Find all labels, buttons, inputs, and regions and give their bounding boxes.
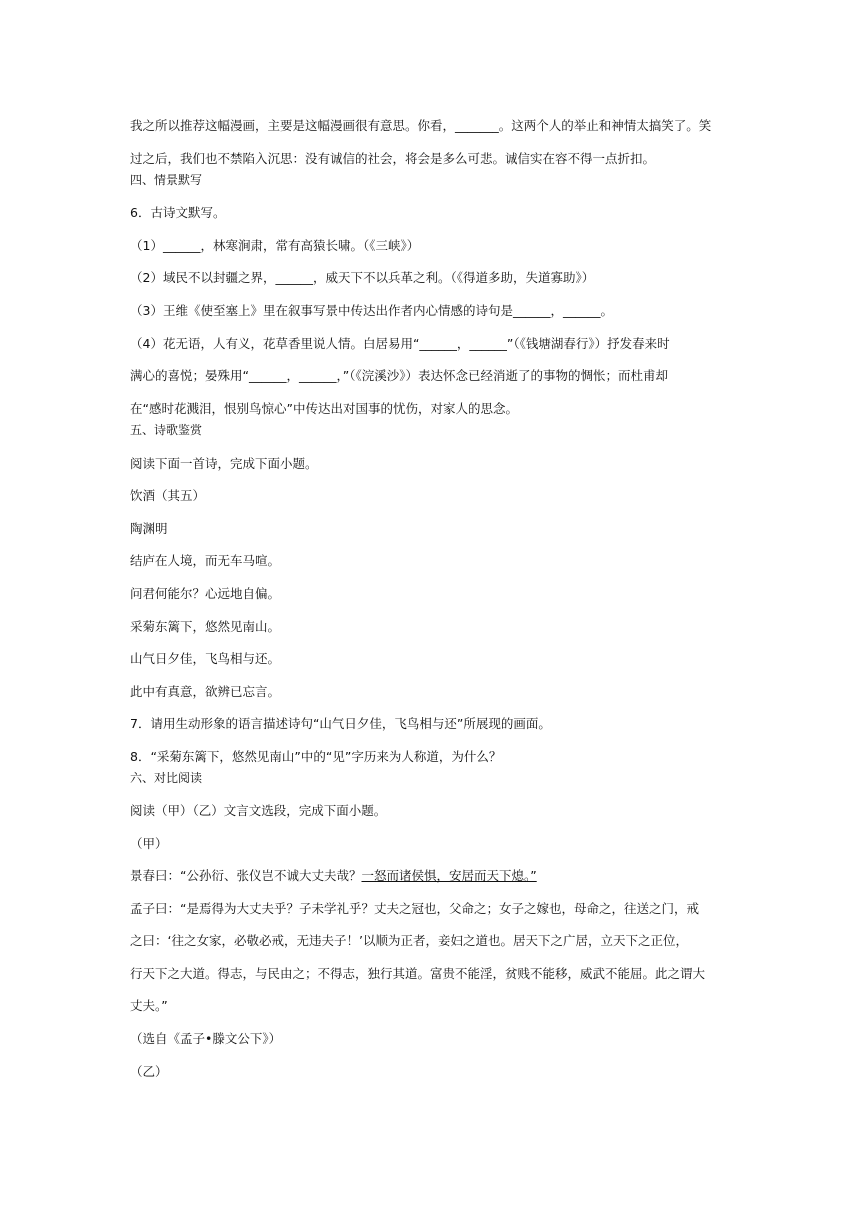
passage-source: （选自《孟子•滕文公下》）	[130, 1031, 282, 1046]
section-heading: 四、情景默写	[130, 173, 203, 187]
poem-line: 此中有真意，欲辨已忘言。	[130, 684, 281, 699]
section-heading: 六、对比阅读	[130, 771, 203, 785]
question-item: （2）域民不以封疆之界，______，威天下不以兵革之利。（《得道多助，失道寡助》）	[130, 270, 595, 285]
underlined-text: 一怒而诸侯惧，安居而天下熄。”	[361, 868, 537, 883]
passage-label: （甲）	[130, 836, 168, 851]
instruction: 阅读（甲）（乙）文言文选段，完成下面小题。	[130, 803, 387, 818]
question-item: 在“感时花溅泪，恨别鸟惊心”中传达出对国事的忧伤，对家人的思念。	[130, 401, 518, 416]
paragraph-line: 我之所以推荐这幅漫画，主要是这幅漫画很有意思。你看，_______。这两个人的举止和神情太搞笑了。笑	[130, 118, 712, 133]
passage-line: 之曰：‘往之女家，必敬必戒，无违夫子！’以顺为正者，妾妇之道也。居天下之广居，立天下之正位，	[130, 933, 688, 948]
question-item: （4）花无语，人有义，花草香里说人情。白居易用“______，______”（《钱塘湖春行》）抒发春来时	[130, 336, 670, 351]
question-title: 6．古诗文默写。	[130, 205, 226, 220]
poem-line: 山气日夕佳，飞鸟相与还。	[130, 651, 281, 666]
question-item: （1）______，林寒涧肃，常有高猿长啸。（《三峡》）	[130, 238, 420, 253]
instruction: 阅读下面一首诗，完成下面小题。	[130, 456, 318, 471]
passage-line	[130, 868, 537, 884]
passage-line: 行天下之大道。得志，与民由之；不得志，独行其道。富贵不能淫，贫贱不能移，威武不能屈。此之谓大	[130, 966, 706, 981]
section-heading: 五、诗歌鉴赏	[130, 423, 203, 437]
poem-title: 饮酒（其五）	[130, 488, 206, 503]
question-title: 8．“采菊东篱下，悠然见南山”中的“见”字历来为人称道，为什么？	[130, 749, 502, 764]
passage-line: 丈夫。”	[130, 998, 168, 1013]
question-item: 满心的喜悦；晏殊用“______，______，”（《浣溪沙》）表达怀念已经消逝了的事物的惆怅；而杜甫却	[130, 368, 668, 383]
paragraph-line: 过之后，我们也不禁陷入沉思：没有诚信的社会，将会是多么可悲。诚信实在容不得一点折扣。	[130, 151, 656, 166]
poem-author: 陶渊明	[130, 521, 168, 536]
question-item: （3）王维《使至塞上》里在叙事写景中传达出作者内心情感的诗句是______，______。	[130, 303, 613, 318]
poem-line: 问君何能尔？心远地自偏。	[130, 586, 281, 601]
passage-line: 孟子曰：“是焉得为大丈夫乎？子未学礼乎？丈夫之冠也，父命之；女子之嫁也，母命之，往送之门，戒	[130, 901, 699, 916]
poem-line: 采菊东篱下，悠然见南山。	[130, 619, 281, 634]
poem-line: 结庐在人境，而无车马喧。	[130, 553, 281, 568]
passage-label: （乙）	[130, 1064, 168, 1079]
passage-text: 景春曰：“公孙衍、张仪岂不诚大丈夫哉？	[130, 868, 362, 883]
question-title: 7．请用生动形象的语言描述诗句“山气日夕佳，飞鸟相与还”所展现的画面。	[130, 716, 551, 731]
